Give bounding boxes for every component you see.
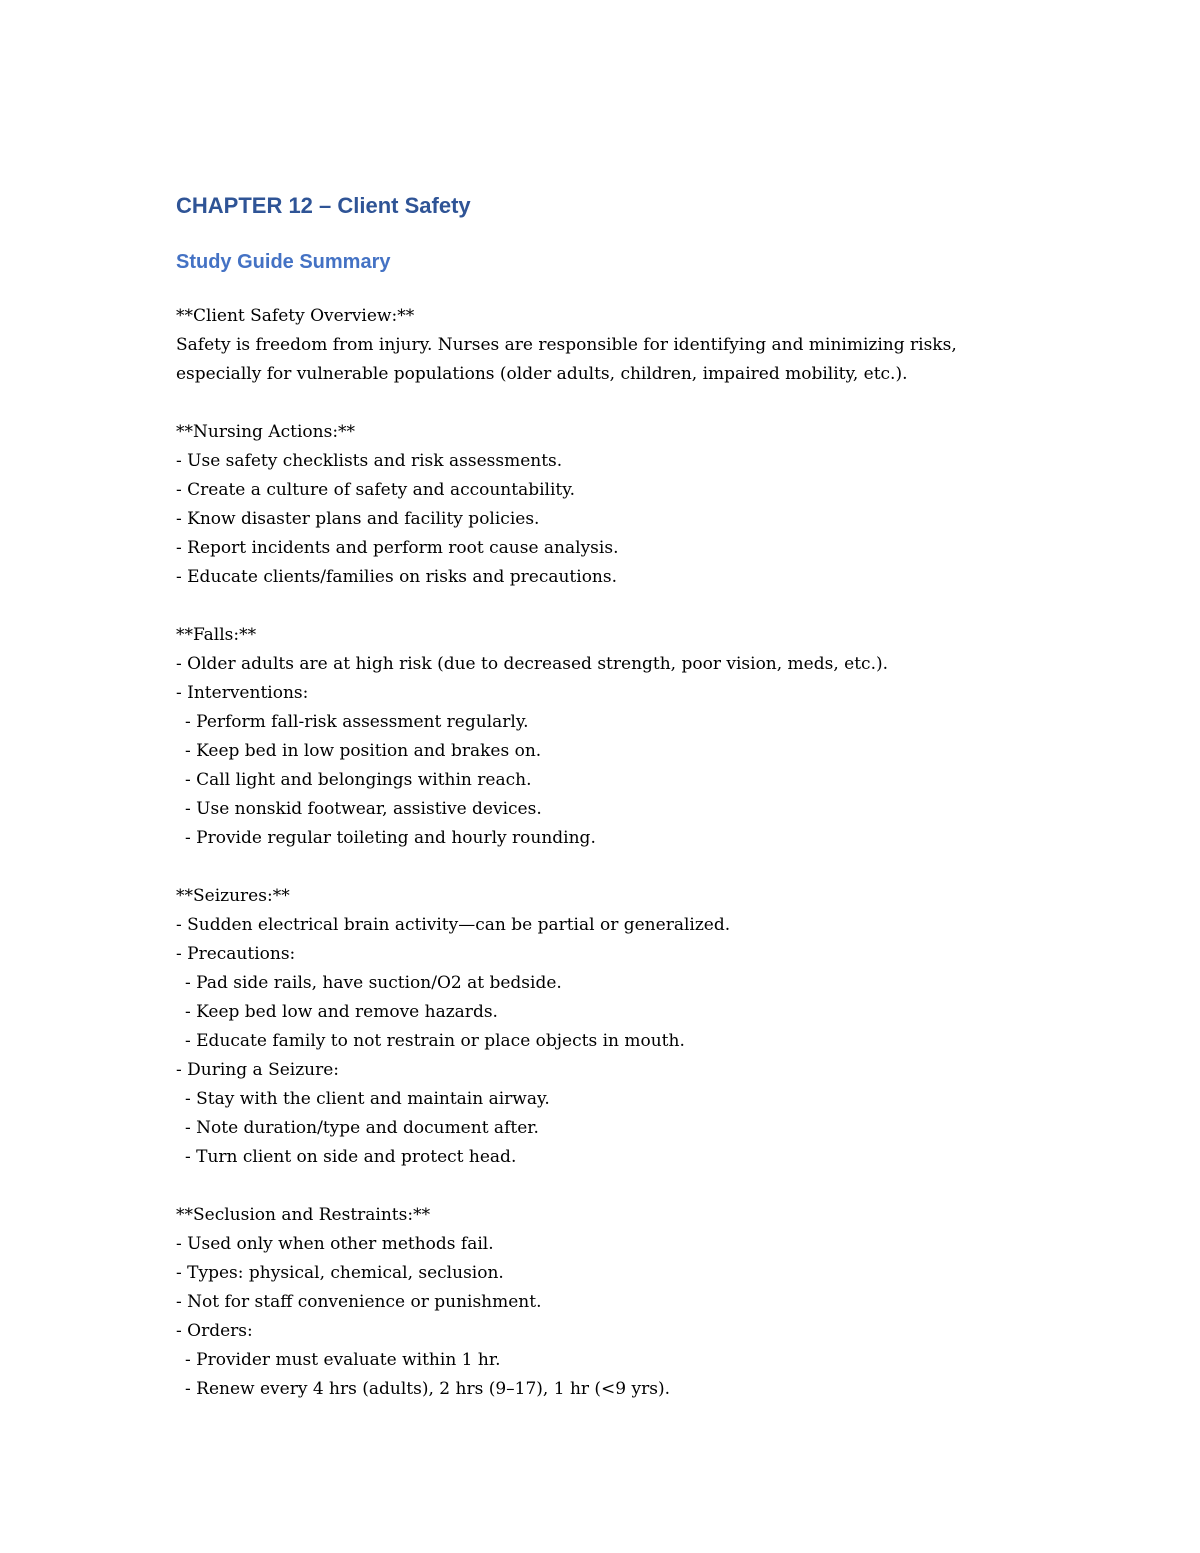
list-item: - Types: physical, chemical, seclusion.	[176, 1263, 504, 1283]
paragraph-spacer	[176, 1172, 1076, 1201]
list-item: - Use safety checklists and risk assessments.	[176, 451, 563, 471]
list-item: - Educate clients/families on risks and precautions.	[176, 567, 618, 587]
sub-list-item: - Stay with the client and maintain airway.	[185, 1089, 550, 1109]
list-item: - Create a culture of safety and accountability.	[176, 480, 575, 500]
sub-list-item: - Call light and belongings within reach.	[185, 770, 532, 790]
overview-heading: **Client Safety Overview:**	[176, 306, 415, 326]
sub-list-item: - Keep bed low and remove hazards.	[185, 1002, 498, 1022]
list-item: - Not for staff convenience or punishment.	[176, 1292, 542, 1312]
chapter-title: CHAPTER 12 – Client Safety	[176, 193, 471, 218]
document-page	[176, 190, 1076, 1404]
sub-list-item: - Turn client on side and protect head.	[185, 1147, 517, 1167]
nursing-actions-heading: **Nursing Actions:**	[176, 422, 356, 442]
sub-list-item: - Note duration/type and document after.	[185, 1118, 539, 1138]
paragraph-spacer	[176, 389, 1076, 418]
section-subtitle: Study Guide Summary	[176, 251, 391, 273]
list-item: - Precautions:	[176, 944, 296, 964]
falls-heading: **Falls:**	[176, 625, 257, 645]
list-item: - During a Seizure:	[176, 1060, 340, 1080]
seizures-heading: **Seizures:**	[176, 886, 290, 906]
sub-list-item: - Keep bed in low position and brakes on.	[185, 741, 542, 761]
overview-line: especially for vulnerable populations (older adults, children, impaired mobility, etc.).	[176, 364, 908, 384]
list-item: - Report incidents and perform root cause analysis.	[176, 538, 619, 558]
restraints-heading: **Seclusion and Restraints:**	[176, 1205, 431, 1225]
list-item: - Interventions:	[176, 683, 309, 703]
list-item: - Orders:	[176, 1321, 253, 1341]
list-item: - Used only when other methods fail.	[176, 1234, 494, 1254]
sub-list-item: - Perform fall-risk assessment regularly.	[185, 712, 529, 732]
list-item: - Older adults are at high risk (due to decreased strength, poor vision, meds, etc.).	[176, 654, 889, 674]
paragraph-spacer	[176, 853, 1076, 882]
overview-line: Safety is freedom from injury. Nurses are responsible for identifying and minimizing risks,	[176, 335, 957, 355]
sub-list-item: - Provider must evaluate within 1 hr.	[185, 1350, 501, 1370]
paragraph-spacer	[176, 592, 1076, 621]
sub-list-item: - Use nonskid footwear, assistive devices.	[185, 799, 542, 819]
sub-list-item: - Pad side rails, have suction/O2 at bedside.	[185, 973, 562, 993]
sub-list-item: - Provide regular toileting and hourly rounding.	[185, 828, 596, 848]
list-item: - Know disaster plans and facility policies.	[176, 509, 540, 529]
list-item: - Sudden electrical brain activity—can be partial or generalized.	[176, 915, 731, 935]
sub-list-item: - Renew every 4 hrs (adults), 2 hrs (9–17), 1 hr (<9 yrs).	[185, 1379, 671, 1399]
sub-list-item: - Educate family to not restrain or place objects in mouth.	[185, 1031, 685, 1051]
